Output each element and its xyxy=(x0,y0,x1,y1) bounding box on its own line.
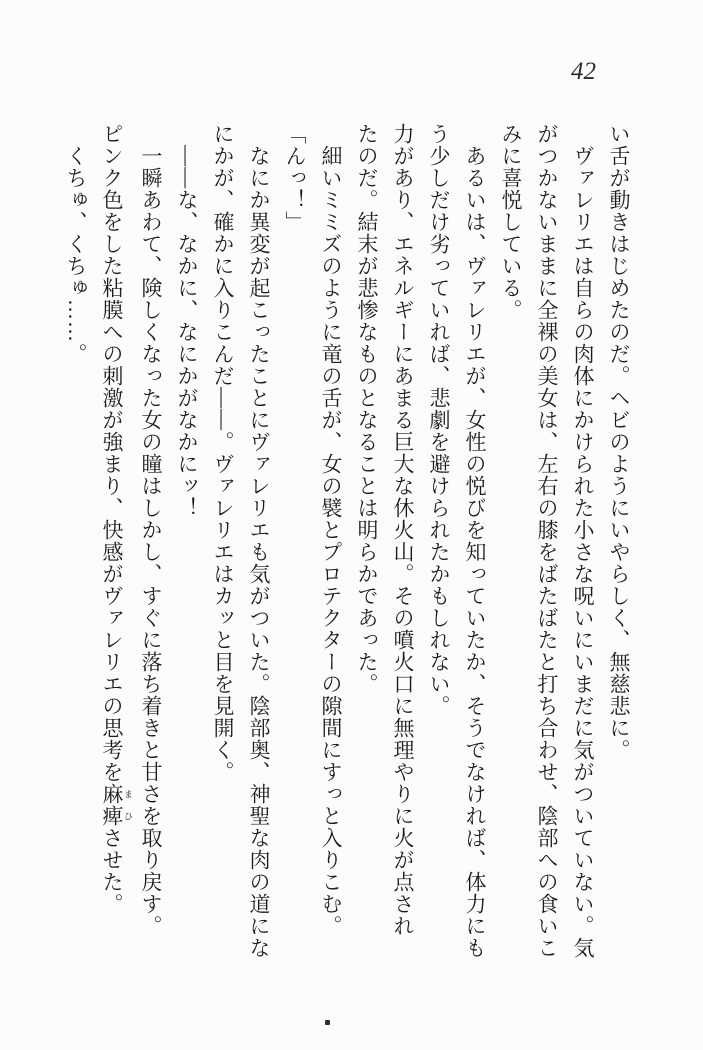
text-line: くちゅ、くちゅ……。 xyxy=(64,145,88,365)
text-line: ――な、なかに、なにかがなかにッ！ xyxy=(175,145,199,519)
page-text xyxy=(58,123,637,961)
text-line: みに喜悦している。 xyxy=(499,123,523,321)
ruby-annotated-word: 麻痺 まひ xyxy=(100,783,133,827)
text-line: あるいは、ヴァレリエが、女性の悦びを知っていたか、そうでなければ、体力にも xyxy=(463,145,487,959)
text-line: 力があり、エネルギーにあまる巨大な休火山。その噴火口に無理やりに火が点され xyxy=(391,123,415,937)
text-line: 一瞬あわて、険しくなった女の瞳はしかし、すぐに落ち着きと甘さを取り戻す。 xyxy=(139,145,163,937)
page-number: 42 xyxy=(571,58,596,85)
text-line: う少しだけ劣っていれば、悲劇を避けられたかもしれない。 xyxy=(427,123,451,717)
text-line: たのだ。結末が悲惨なものとなることは明らかであった。 xyxy=(355,123,379,695)
text-line: い舌が動きはじめたのだ。ヘビのようにいやらしく、無慈悲に。 xyxy=(607,123,631,761)
text-line: ピンク色をした粘膜への刺激が強まり、快感がヴァレリエの思考を麻痺 まひさせた。 xyxy=(100,123,133,915)
text-line: なにか異変が起こったことにヴァレリエも気がついた。陰部奥、神聖な肉の道にな xyxy=(247,145,271,959)
text-line: 細いミミズのように竜の舌が、女の襞とプロテクターの隙間にすっと入りこむ。 xyxy=(319,145,343,937)
ink-speck-artifact xyxy=(325,1020,330,1025)
text-line: がつかないままに全裸の美女は、左右の膝をばたばたと打ち合わせ、陰部への食いこ xyxy=(535,123,559,959)
text-line: にかが、確かに入りこんだ――。ヴァレリエはカッと目を見開く。 xyxy=(211,123,235,783)
text-line: ヴァレリエは自らの肉体にかけられた小さな呪いにいまだに気がついていない。気 xyxy=(571,145,595,959)
text-line: 「んっ！」 xyxy=(283,123,307,233)
